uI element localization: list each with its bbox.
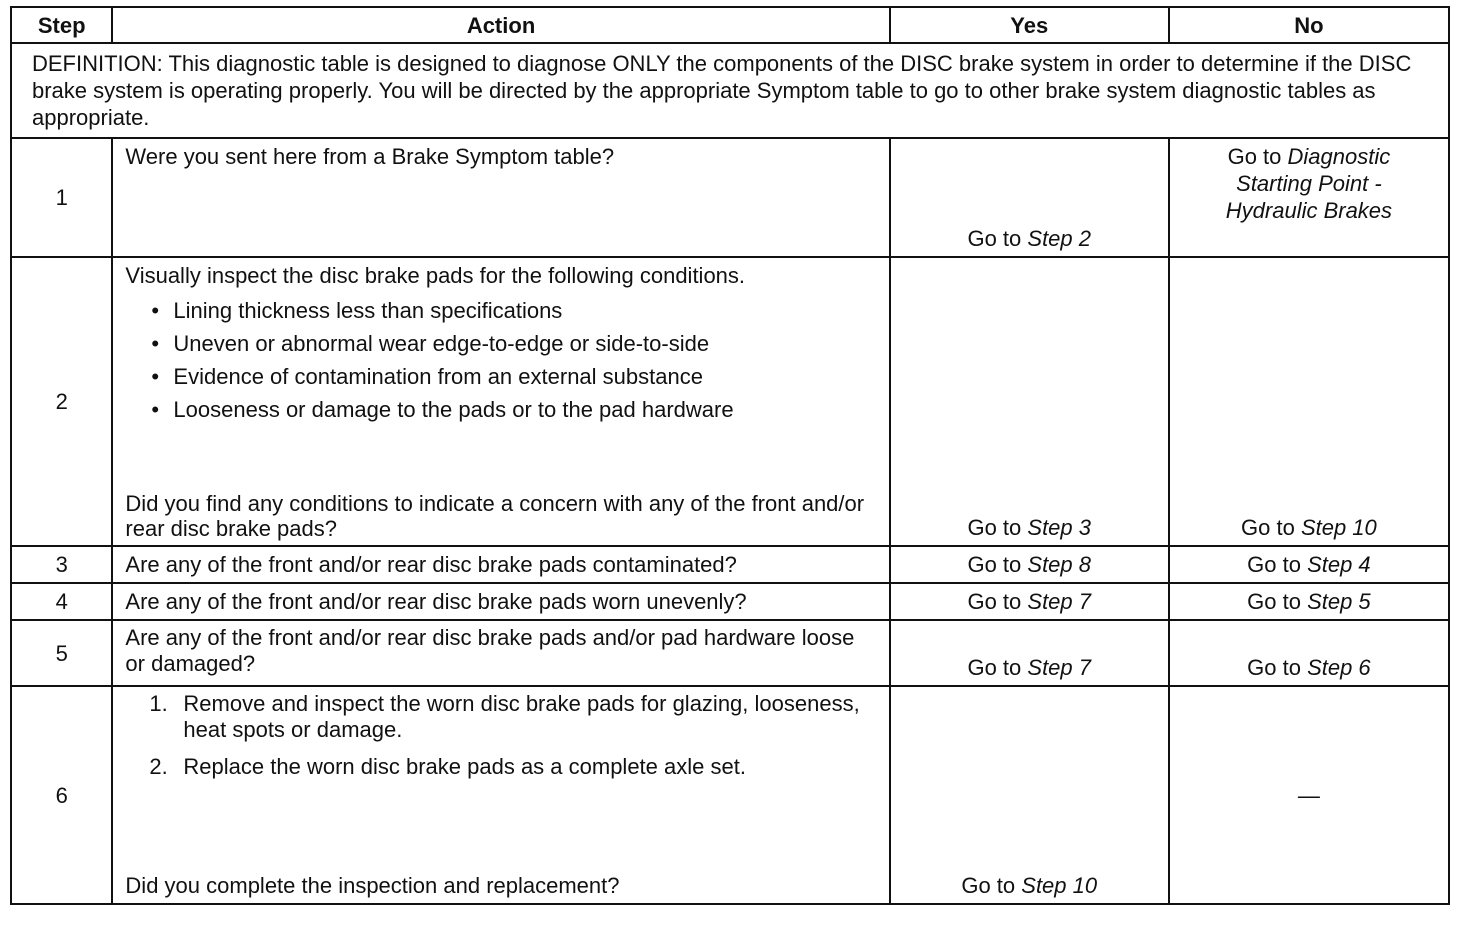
procedure-list: [125, 691, 876, 790]
list-item-text: Looseness or damage to the pads or to the pad hardware: [173, 397, 734, 422]
table-row: [11, 583, 1449, 620]
list-item-text: Evidence of contamination from an external substance: [173, 364, 703, 389]
yes-target-link[interactable]: Step 7: [1027, 589, 1091, 614]
list-item: [149, 691, 876, 743]
goto-prefix: Go to: [1247, 589, 1308, 614]
bullet-icon: •: [151, 298, 160, 323]
action-cell: [112, 257, 889, 546]
step-number: 4: [11, 583, 112, 620]
action-cell: [112, 138, 889, 257]
list-item: [149, 363, 876, 390]
no-target-link[interactable]: Step 10: [1300, 515, 1377, 540]
action-question: Are any of the front and/or rear disc brake pads contaminated?: [125, 552, 737, 577]
step-number: 1: [11, 138, 112, 257]
yes-cell: [890, 138, 1169, 257]
list-item-text: Uneven or abnormal wear edge-to-edge or side-to-side: [173, 331, 710, 356]
action-question: Were you sent here from a Brake Symptom table?: [125, 144, 615, 169]
header-row: [11, 7, 1449, 43]
list-item: [149, 396, 876, 423]
header-step: Step: [11, 7, 112, 43]
yes-cell: [890, 686, 1169, 904]
no-target-link[interactable]: Step 6: [1307, 655, 1371, 680]
yes-target-link[interactable]: Step 7: [1027, 655, 1091, 680]
goto-prefix: Go to: [1241, 515, 1301, 540]
bullet-icon: •: [151, 331, 160, 356]
table-row: [11, 620, 1449, 686]
step-number: 5: [11, 620, 112, 686]
action-cell: [112, 583, 889, 620]
goto-prefix: Go to: [1247, 552, 1308, 577]
step-number: 2: [11, 257, 112, 546]
diagnostic-table-container: [10, 6, 1450, 905]
list-item-text: Replace the worn disc brake pads as a complete axle set.: [183, 754, 746, 779]
header-no: No: [1169, 7, 1449, 43]
list-item-text: Remove and inspect the worn disc brake pads for glazing, looseness, heat spots or damage.: [183, 691, 860, 742]
goto-prefix: Go to: [967, 226, 1028, 251]
header-action: Action: [112, 7, 889, 43]
list-item: [149, 330, 876, 357]
yes-cell: [890, 546, 1169, 583]
no-target-link-line3[interactable]: Hydraulic Brakes: [1225, 198, 1393, 223]
condition-list: [125, 297, 876, 423]
table-row: [11, 138, 1449, 257]
list-number: 2.: [149, 754, 168, 779]
list-item: [149, 753, 876, 780]
no-cell: [1169, 620, 1449, 686]
yes-target-link[interactable]: Step 2: [1027, 226, 1091, 251]
list-item-text: Lining thickness less than specifications: [173, 298, 563, 323]
action-cell: [112, 546, 889, 583]
bullet-icon: •: [151, 397, 160, 422]
header-yes: Yes: [890, 7, 1169, 43]
goto-prefix: Go to: [967, 589, 1028, 614]
action-intro: Visually inspect the disc brake pads for the following conditions.: [125, 263, 746, 288]
no-cell: [1169, 257, 1449, 546]
no-cell: [1169, 583, 1449, 620]
yes-target-link[interactable]: Step 8: [1027, 552, 1091, 577]
list-item: [149, 297, 876, 324]
list-number: 1.: [149, 691, 168, 716]
goto-prefix: Go to: [961, 873, 1022, 898]
yes-cell: [890, 620, 1169, 686]
goto-prefix: Go to: [967, 552, 1028, 577]
action-question: Did you find any conditions to indicate a concern with any of the front and/or rear disc brake pads?: [125, 491, 865, 541]
definition-row: [11, 43, 1449, 138]
definition-text: DEFINITION: This diagnostic table is designed to diagnose ONLY the components of the DISC brake system in order to determine if the DISC brake system is operating properly. You will be directed by the appropriate Symptom table to go to other brake system diagnostic tables as appropriate.: [11, 43, 1449, 138]
yes-target-link[interactable]: Step 10: [1021, 873, 1098, 898]
yes-cell: [890, 583, 1169, 620]
goto-prefix: Go to: [1247, 655, 1308, 680]
action-question: Did you complete the inspection and replacement?: [125, 873, 620, 898]
goto-prefix: Go to: [967, 515, 1028, 540]
table-row: [11, 546, 1449, 583]
no-dash: —: [1297, 782, 1320, 808]
goto-prefix: Go to: [1227, 144, 1288, 169]
step-number: 6: [11, 686, 112, 904]
action-cell: [112, 686, 889, 904]
yes-target-link[interactable]: Step 3: [1027, 515, 1091, 540]
yes-cell: [890, 257, 1169, 546]
no-cell: [1169, 686, 1449, 904]
no-cell: [1169, 138, 1449, 257]
action-cell: [112, 620, 889, 686]
table-row: [11, 257, 1449, 546]
no-target-link[interactable]: Step 4: [1307, 552, 1371, 577]
no-cell: [1169, 546, 1449, 583]
diagnostic-table: [10, 6, 1450, 905]
bullet-icon: •: [151, 364, 160, 389]
action-question: Are any of the front and/or rear disc brake pads and/or pad hardware loose or damaged?: [125, 625, 855, 676]
step-number: 3: [11, 546, 112, 583]
no-target-link-line1[interactable]: Diagnostic: [1287, 144, 1391, 169]
action-question: Are any of the front and/or rear disc brake pads worn unevenly?: [125, 589, 747, 614]
no-target-link-line2[interactable]: Starting Point -: [1236, 171, 1382, 196]
table-row: [11, 686, 1449, 904]
goto-prefix: Go to: [967, 655, 1028, 680]
no-target-link[interactable]: Step 5: [1307, 589, 1371, 614]
